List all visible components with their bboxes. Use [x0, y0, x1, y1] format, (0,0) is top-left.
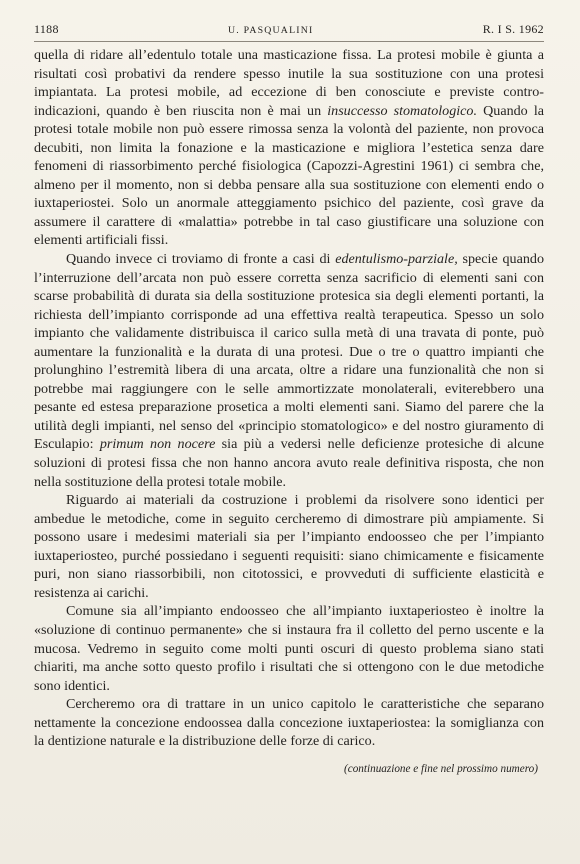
italic-phrase: primum non nocere — [99, 436, 216, 453]
continuation-note: (continuazione e fine nel prossimo numero) — [344, 762, 538, 775]
article-body — [34, 46, 544, 751]
text-run: Quando la protesi totale mobile non può essere rimossa senza la volontà del paziente, non provoca decubiti, non limita la fonazione e la masticazione e migliora l’estetica senza dare fenomeni di riassorbimento perché fisiologica (Capozzi-Agrestini 1961) ci sembra che, almeno per il momento, non si debba pensare alla sua sostituzione con elementi endo o iuxtaperiostei. Solo un anormale atteggiamento psichico del paziente, così grave da assumere il carattere di «malattia» potrebbe in tal caso giustificare una soluzione con elementi artificiali fissi. — [34, 102, 544, 249]
paragraph-p5 — [34, 695, 544, 751]
running-header — [34, 22, 544, 42]
paragraph-p1 — [34, 46, 544, 250]
italic-phrase: insuccesso stomatologico. — [327, 102, 477, 119]
text-run: Quando invece ci troviamo di fronte a casi di — [66, 251, 336, 268]
text-run: quella di ridare all’edentulo totale una masticazione fissa. La protesi mobile è giunta a risultati così probativi da rendere spesso inutile la sua sostituzione con una protesi impiantata. La protesi mobile, ad eccezione di ben conosciute e previste contro-indicazioni, quando è ben riuscita non è mai un — [34, 47, 544, 119]
text-run: specie quando l’interruzione dell’arcata non può essere corretta senza sacrificio di elementi sani con scarse probabilità di durata sia della sostituzione protesica sia degli elementi portanti, la richiesta dell’impianto corrisponde ad una effettiva realtà terapeutica. Spesso un solo impianto che validamente distribuisca il carico sulla metà di una travata di ponte, può aumentare la funzionalità e la durata di una protesi. Due o tre o quattro impianti che prolunghino l’estremità libera di una arcata, oltre a ridare una funzionalità che non si potrebbe mai raggiungere con le selle ammortizzate monolaterali, eviterebbero una pesante ed estesa preparazione prosetica a molti elementi sani. Siamo del parere che la utilità degli impianti, nel senso del «principio stomatologico» e del nostro giuramento di Esculapio: — [34, 251, 544, 453]
journal-reference: R. I S. 1962 — [482, 22, 544, 36]
paragraph-p2 — [34, 250, 544, 491]
text-run: sia più a vedersi nelle deficienze protesiche di alcune soluzioni di protesi fissa che non hanno ancora avuto reale definitiva risposta, che non nella sostituzione della protesi totale mobile. — [34, 436, 544, 490]
paragraph-p3 — [34, 491, 544, 602]
running-author: U. PASQUALINI — [228, 25, 314, 36]
paragraph-p4 — [34, 602, 544, 695]
italic-phrase: edentulismo-parziale, — [335, 251, 458, 268]
page-number: 1188 — [34, 22, 59, 36]
text-run: Comune sia all’impianto endoosseo che all’impianto iuxtaperiosteo è inoltre la «soluzione di continuo permanente» che si instaura fra il colletto del perno uscente e la mucosa. Vedremo in seguito come molti punti oscuri di questo problema siano stati chiariti, ma anche sotto questo profilo i risultati che si ottengono con le due metodiche sono identici. — [34, 603, 544, 694]
text-run: Riguardo ai materiali da costruzione i problemi da risolvere sono identici per ambedue le metodiche, come in seguito cercheremo di dimostrare più ampiamente. Si possono usare i medesimi materiali sia per l’impianto endoosseo che per l’impianto iuxtaperiosteo, purché possiedano i seguenti requisiti: siano chimicamente e fisicamente puri, non siano riassorbibili, non citotossici, e provveduti di sufficiente elasticità e resistenza ai carichi. — [34, 492, 544, 601]
text-run: Cercheremo ora di trattare in un unico capitolo le caratteristiche che separano nettamente la concezione endoossea dalla concezione iuxtaperiostea: la somiglianza con la dentizione naturale e la distribuzione delle forze di carico. — [34, 696, 544, 750]
